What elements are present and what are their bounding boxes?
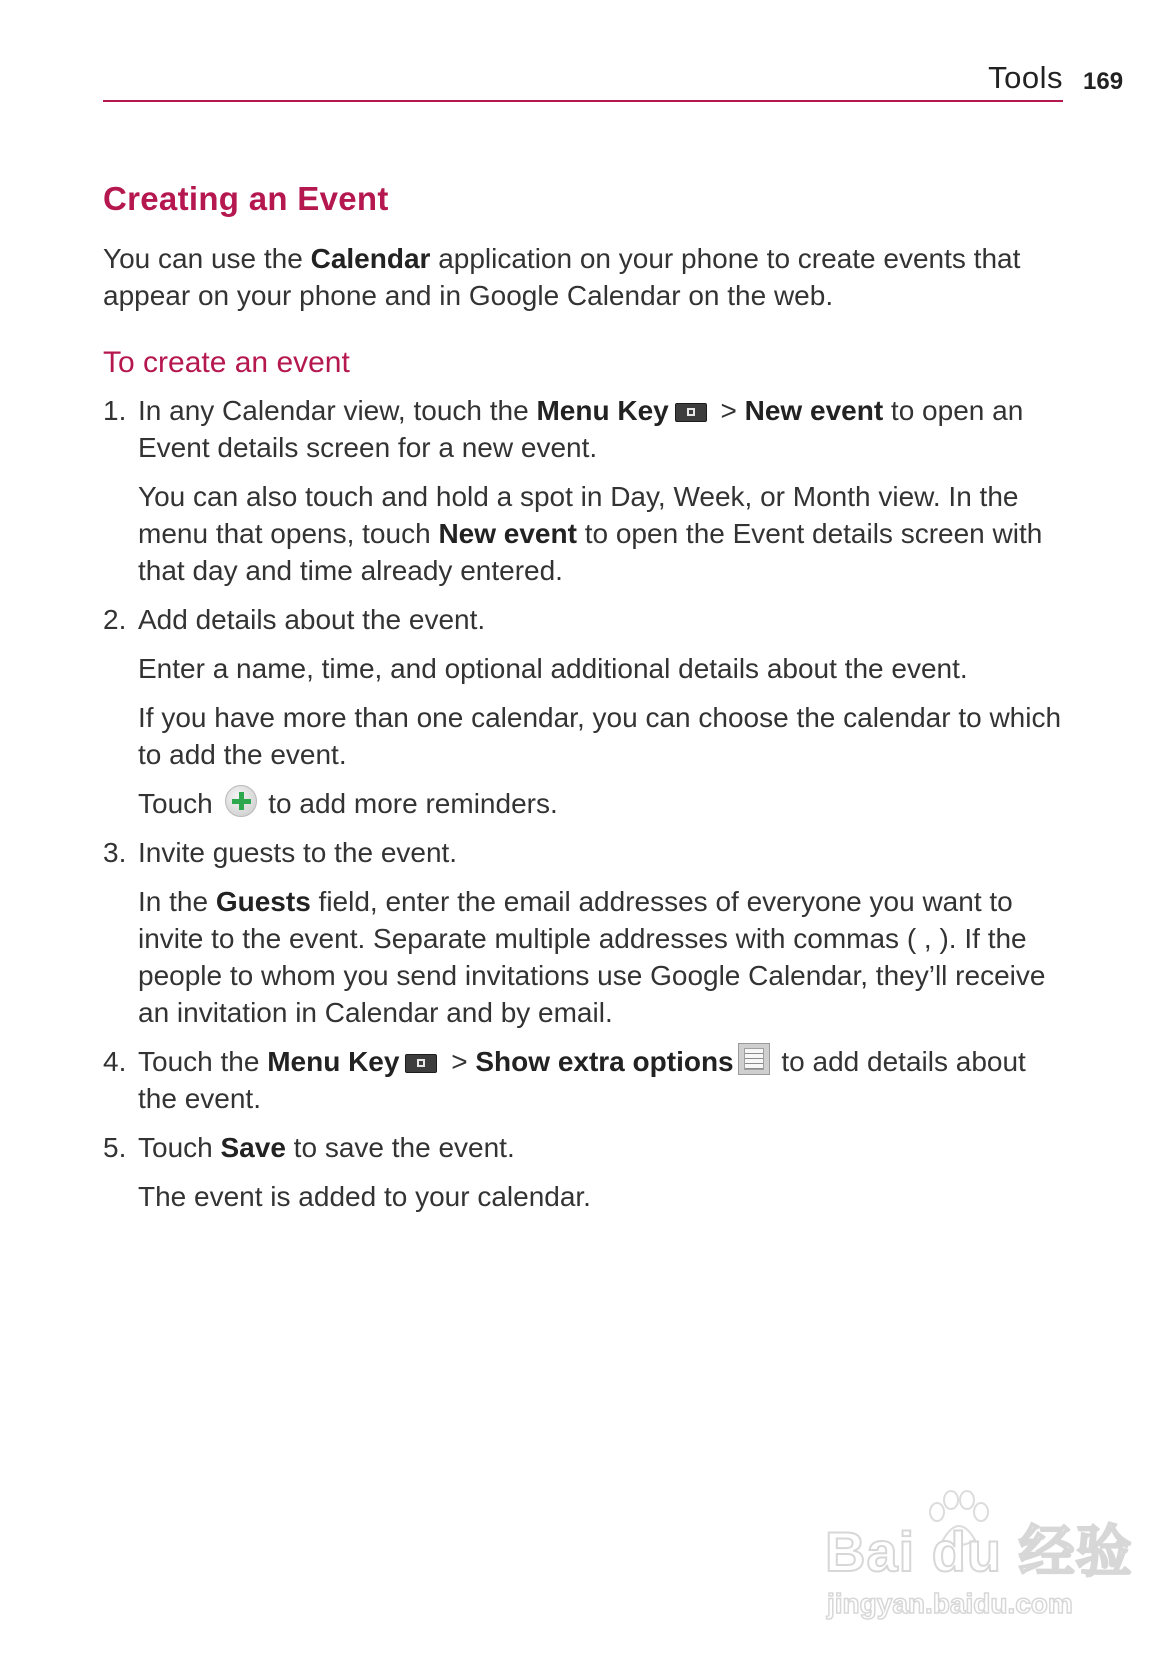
main-content — [103, 180, 1063, 1227]
step-number: 5. — [103, 1132, 127, 1163]
subsection-title: To create an event — [103, 346, 350, 379]
menu-key-icon — [675, 403, 707, 422]
step-note: The event is added to your calendar. — [138, 1181, 591, 1212]
intro-paragraph: You can use the Calendar application on your phone to create events that appear on your phone and in Google Calendar on the web. — [103, 243, 1021, 311]
step-number: 1. — [103, 395, 127, 426]
step-lead: Add details about the event. — [138, 604, 486, 635]
step-2 — [103, 601, 1063, 822]
step-1 — [103, 392, 1063, 589]
save-label: Save — [220, 1132, 286, 1163]
step-lead: In any Calendar view, touch the Menu Key > New event to open an Event details screen for a new event. — [138, 395, 1024, 463]
header-section-title: Tools — [988, 60, 1063, 95]
step-number: 2. — [103, 604, 127, 635]
step-lead: Touch Save to save the event. — [138, 1132, 515, 1163]
show-extra-options-label: Show extra options — [475, 1046, 734, 1077]
watermark-brand: Bai du 经验 — [825, 1520, 1133, 1583]
step-note: You can also touch and hold a spot in Day, Week, or Month view. In the menu that opens, touch New event to open the Event details screen with that day and time already entered. — [138, 481, 1043, 586]
step-note: Touch to add more reminders. — [138, 785, 1063, 822]
watermark — [825, 1490, 1133, 1630]
guests-field-label: Guests — [215, 886, 311, 917]
step-note: If you have more than one calendar, you can choose the calendar to which to add the event. — [138, 702, 1062, 770]
page-number: 169 — [1083, 68, 1124, 95]
menu-key-icon — [405, 1054, 437, 1073]
step-note: In the Guests field, enter the email addresses of everyone you want to invite to the event. Separate multiple addresses with commas ( , ). If the people to whom you send invitations use Google Calendar, they’ll receive an invitation in Calendar and by email. — [138, 886, 1046, 1028]
step-number: 3. — [103, 837, 127, 868]
calendar-app-name: Calendar — [310, 243, 431, 274]
step-lead: Touch the Menu Key > Show extra options to add details about the event. — [138, 1043, 1063, 1117]
step-lead: Invite guests to the event. — [138, 837, 458, 868]
step-3 — [103, 834, 1063, 1031]
list-icon — [738, 1043, 770, 1075]
green-plus-icon — [225, 785, 257, 817]
section-title: Creating an Event — [103, 180, 389, 217]
step-5 — [103, 1129, 1063, 1215]
menu-key-label: Menu Key — [267, 1046, 400, 1077]
step-note: Enter a name, time, and optional additional details about the event. — [138, 653, 968, 684]
new-event-label: New event — [438, 518, 577, 549]
page-header — [103, 56, 1063, 102]
new-event-label: New event — [744, 395, 884, 426]
watermark-url: jingyan.baidu.com — [827, 1588, 1073, 1619]
step-4 — [103, 1043, 1063, 1117]
step-number: 4. — [103, 1046, 127, 1077]
menu-key-label: Menu Key — [536, 395, 669, 426]
